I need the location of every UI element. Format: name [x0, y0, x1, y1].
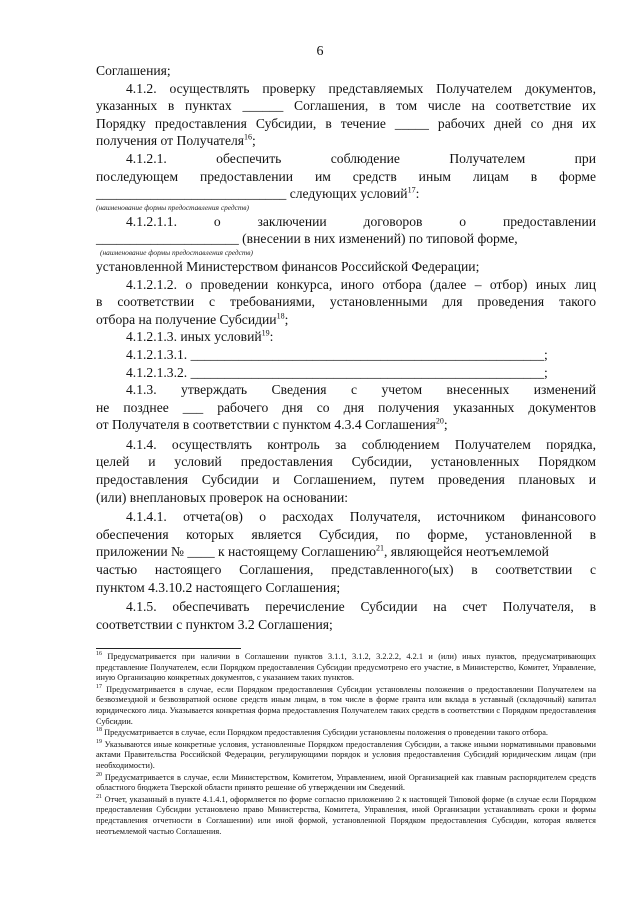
footnote-number: 19 [96, 738, 102, 745]
text-line: предоставления Субсидии и Соглашением, путем проведения плановых и [96, 472, 596, 488]
text-line: 4.1.4. осуществлять контроль за соблюдением Получателем порядка, [126, 436, 596, 452]
text-line [96, 328, 596, 346]
document-body [96, 62, 596, 633]
footnote-ref: 19 [261, 328, 270, 338]
text-line: (или) внеплановых проверок на основании: [96, 489, 349, 505]
footnote-ref: 17 [407, 185, 416, 195]
text-line: частью настоящего Соглашения, представленного(ых) в соответствии с [96, 562, 596, 578]
text-line [96, 543, 596, 561]
footnote-ref: 21 [375, 543, 384, 553]
footnotes [96, 652, 596, 838]
footnote-ref: 20 [435, 416, 444, 426]
text-line: 4.1.5. обеспечивать перечисление Субсидии на счет Получателя, в [126, 599, 596, 615]
text-segment: 4.1.2.1.3. иных условий [126, 329, 262, 345]
footnote [96, 685, 596, 727]
footnote-text: Указываются иные конкретные условия, установленные Порядком предоставления Субсидии, а также иными нормативными правовыми актами Правительства Российской Федерации, регулирующими порядок и условия предоставления Субсидий юридическим лицам (при необходимости). [96, 739, 596, 770]
footnote-text: Предусматривается в случае, если Министерством, Комитетом, Управлением, иной Организацией как главным распорядителем средств областного бюджета Тверской области принято решение об утверждении им Сведений. [96, 772, 596, 793]
footnote [96, 795, 596, 837]
text-line: указанных в пунктах ______ Соглашения, в том числе на соответствие их [96, 98, 596, 114]
text-line: 4.1.2.1.3.1. ____________________________________________________; [126, 346, 548, 362]
text-segment: , являющейся неотъемлемой [383, 544, 549, 560]
footnote-text: Предусматривается в случае, если Порядком предоставления Субсидии установлены положения о проведении такого отбора. [102, 728, 548, 738]
form-caption: (наименование формы предоставления средств) [100, 247, 253, 257]
footnote-ref: 16 [244, 132, 253, 142]
text-line: соответствии с пунктом 3.2 Соглашения; [96, 616, 333, 632]
text-line: Соглашения; [96, 63, 171, 78]
text-line: 4.1.2.1. обеспечить соблюдение Получателем при [126, 150, 596, 166]
text-line: 4.1.2.1.1. о заключении договоров о предоставлении [126, 213, 596, 229]
footnote [96, 728, 596, 739]
text-segment: ; [443, 417, 448, 433]
text-line [96, 311, 596, 329]
text-segment: от Получателя в соответствии с пунктом 4.3.4 Соглашения [96, 417, 436, 433]
text-line: обеспечения которых является Субсидия, по форме, установленной в [96, 526, 596, 542]
text-line: 4.1.4.1. отчета(ов) о расходах Получателя, источником финансового [126, 509, 596, 525]
text-segment: ____________________________ следующих условий [96, 186, 408, 202]
footnote-text: Предусматривается в случае, если Порядком предоставления Субсидии установлены положения о предоставлении Получателем на безвозмездной и безвозвратной основе средств иным лицам, в том числе в форме гранта или вклада в уставный (складочный) капитал юридического лица. Указывается конкретная форма предоставления Получателем таких средств в соответствии с Порядком предоставления Субсидии. [96, 684, 596, 726]
text-segment: : [269, 329, 274, 345]
text-line: 4.1.2. осуществлять проверку представляемых Получателем документов, [126, 80, 596, 96]
text-line: 4.1.3. утверждать Сведения с учетом внесенных изменений [126, 382, 596, 398]
text-line: в соответствии с требованиями, установленными для проведения такого [96, 294, 596, 310]
text-line: последующем предоставлении им средств иным лицам в форме [96, 168, 596, 184]
text-line: пунктом 4.3.10.2 настоящего Соглашения; [96, 579, 341, 595]
text-line: установленной Министерством финансов Российской Федерации; [96, 258, 480, 274]
text-line: 4.1.2.1.2. о проведении конкурса, иного отбора (далее – отбор) иных лиц [126, 276, 596, 292]
footnote-text: Предусматривается при наличии в Соглашении пунктов 3.1.1, 3.1.2, 3.2.2.2, 4.2.1 и (или) иных пунктов, предусматривающих представление Получателем, если Порядком предоставления Субсидии предусмотрено его участие, в Министерство, Комитет, Управление, иную Организацию конкретных документов, с указанием таких пунктов. [96, 652, 596, 683]
text-line [96, 185, 596, 203]
text-line: 4.1.2.1.3.2. ____________________________________________________; [126, 364, 548, 380]
form-caption: (наименование формы предоставления средств) [96, 202, 249, 212]
footnote-separator [96, 648, 241, 649]
text-line: целей и условий предоставления Субсидии, установленных Порядком [96, 454, 596, 470]
text-line: _____________________ (внесении в них изменений) по типовой форме, [96, 231, 518, 247]
text-segment: получения от Получателя [96, 133, 245, 149]
text-line: не позднее ___ рабочего дня со дня получения указанных документов [96, 399, 596, 415]
text-line: Порядку предоставления Субсидии, в течение _____ рабочих дней со дня их [96, 115, 596, 131]
footnote-number: 16 [96, 651, 102, 658]
page-number: 6 [316, 44, 324, 59]
text-segment: ; [284, 311, 289, 327]
text-segment: приложении № ____ к настоящему Соглашению [96, 544, 376, 560]
footnote-number: 18 [96, 727, 102, 734]
footnote-ref: 18 [276, 311, 285, 321]
footnote-number: 21 [96, 793, 102, 800]
text-line [96, 132, 596, 150]
text-segment: ; [252, 133, 256, 149]
footnote [96, 773, 596, 794]
text-segment: : [415, 186, 420, 202]
text-segment: отбора на получение Субсидии [96, 311, 277, 327]
footnote [96, 740, 596, 772]
footnote-number: 17 [96, 684, 102, 691]
footnote [96, 652, 596, 684]
text-line [96, 416, 596, 434]
footnote-text: Отчет, указанный в пункте 4.1.4.1, оформляется по форме согласно приложению 2 к настоящей Типовой форме (в случае если Порядком предоставления Субсидии установлено право Министерства, Комитета, Управления, иной Организации устанавливать сроки и формы представления отчетности в Соглашении) или иной формой, установленной Порядком предоставления Субсидии, которая является неотъемлемой частью Соглашения. [96, 794, 596, 836]
footnote-number: 20 [96, 771, 102, 778]
